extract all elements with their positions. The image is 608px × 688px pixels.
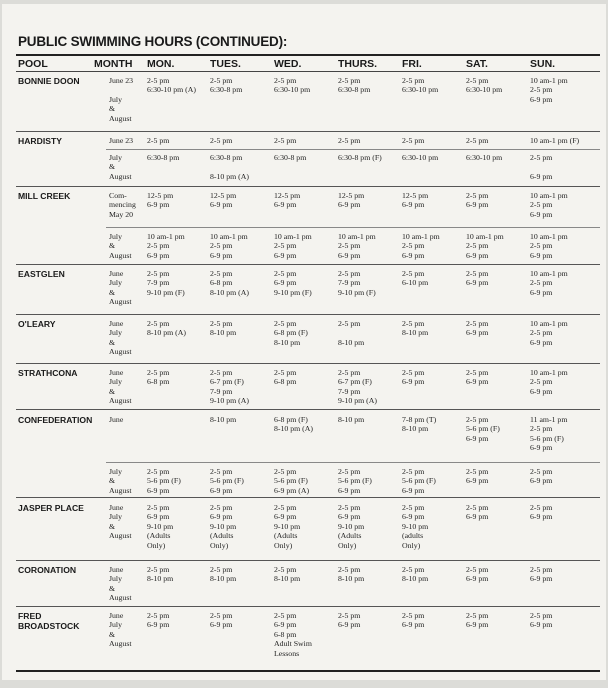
header-rule: [16, 71, 600, 72]
pool-name-hardisty: HARDISTY: [18, 136, 62, 146]
hours-cell-sun: 10 am-1 pm 2-5 pm 6-9 pm: [530, 232, 568, 260]
hours-cell-fri: 12-5 pm 6-9 pm: [402, 191, 429, 210]
hours-cell-sat: 2-5 pm 6-9 pm: [466, 503, 489, 522]
hours-cell-tues: 2-5 pm 6-9 pm 9-10 pm (Adults Only): [210, 503, 237, 550]
pool-name-mill-creek: MILL CREEK: [18, 191, 71, 201]
month-cell: July & August: [109, 232, 132, 260]
hours-cell-sun: 10 am-1 pm 2-5 pm 6-9 pm: [530, 319, 568, 347]
hours-cell-tues: 2-5 pm 5-6 pm (F) 6-9 pm: [210, 467, 244, 495]
hours-cell-mon: 2-5 pm 8-10 pm: [147, 565, 174, 584]
header-sat: SAT.: [466, 58, 488, 70]
section-rule: [16, 363, 600, 364]
header-fri: FRI.: [402, 58, 422, 70]
header-thurs: THURS.: [338, 58, 378, 70]
month-cell: June July & August: [109, 319, 132, 357]
hours-cell-sat: 2-5 pm 6-9 pm: [466, 319, 489, 338]
hours-cell-thurs: 2-5 pm 7-9 pm 9-10 pm (F): [338, 269, 376, 297]
hours-cell-sat: 10 am-1 pm 2-5 pm 6-9 pm: [466, 232, 504, 260]
hours-cell-sat: 2-5 pm 6-9 pm: [466, 611, 489, 630]
month-cell: June 23: [109, 136, 134, 145]
header-sun: SUN.: [530, 58, 556, 70]
header-wed: WED.: [274, 58, 302, 70]
hours-cell-mon: 10 am-1 pm 2-5 pm 6-9 pm: [147, 232, 185, 260]
month-cell: June July & August: [109, 503, 132, 541]
hours-cell-thurs: 2-5 pm 6-7 pm (F) 7-9 pm 9-10 pm (A): [338, 368, 377, 406]
hours-cell-fri: 6:30-10 pm: [402, 153, 439, 162]
hours-cell-fri: 2-5 pm 6-10 pm: [402, 269, 429, 288]
hours-cell-sat: 2-5 pm 6-9 pm: [466, 467, 489, 486]
hours-cell-sat: 2-5 pm 6-9 pm: [466, 269, 489, 288]
hours-cell-sat: 2-5 pm: [466, 136, 489, 145]
hours-cell-mon: 12-5 pm 6-9 pm: [147, 191, 174, 210]
pool-name-o-leary: O'LEARY: [18, 319, 56, 329]
month-cell: July & August: [109, 467, 132, 495]
hours-cell-fri: 2-5 pm 8-10 pm: [402, 565, 429, 584]
month-cell: June July & August: [109, 565, 132, 603]
pool-name-strathcona: STRATHCONA: [18, 368, 78, 378]
hours-cell-fri: 2-5 pm 5-6 pm (F) 6-9 pm: [402, 467, 436, 495]
hours-cell-sun: 2-5 pm 6-9 pm: [530, 611, 553, 630]
hours-cell-thurs: 12-5 pm 6-9 pm: [338, 191, 365, 210]
hours-cell-wed: 2-5 pm 6-9 pm 9-10 pm (F): [274, 269, 312, 297]
hours-cell-tues: 2-5 pm 6-9 pm: [210, 611, 233, 630]
hours-cell-mon: 2-5 pm 6-9 pm 9-10 pm (Adults Only): [147, 503, 174, 550]
hours-cell-sun: 10 am-1 pm (F): [530, 136, 580, 145]
hours-cell-tues: 2-5 pm: [210, 136, 233, 145]
hours-cell-sat: 6:30-10 pm: [466, 153, 503, 162]
month-cell: July & August: [109, 153, 132, 181]
header-pool: POOL: [18, 58, 48, 70]
header-mon: MON.: [147, 58, 175, 70]
hours-cell-tues: 2-5 pm 8-10 pm: [210, 319, 237, 338]
hours-cell-sun: 10 am-1 pm 2-5 pm 6-9 pm: [530, 269, 568, 297]
hours-cell-thurs: 2-5 pm 5-6 pm (F) 6-9 pm: [338, 467, 372, 495]
schedule-page: [2, 4, 606, 680]
hours-cell-wed: 2-5 pm: [274, 136, 297, 145]
header-tues: TUES.: [210, 58, 241, 70]
hours-cell-thurs: 2-5 pm 6-9 pm 9-10 pm (Adults Only): [338, 503, 365, 550]
month-cell: June 23 July & August: [109, 76, 134, 123]
hours-cell-mon: 2-5 pm 6-8 pm: [147, 368, 170, 387]
bottom-rule: [16, 670, 600, 672]
hours-cell-sat: 2-5 pm 6-9 pm: [466, 191, 489, 210]
hours-cell-sat: 2-5 pm 6:30-10 pm: [466, 76, 503, 95]
hours-cell-wed: 6-8 pm (F) 8-10 pm (A): [274, 415, 313, 434]
hours-cell-sun: 2-5 pm 6-9 pm: [530, 153, 553, 181]
hours-cell-wed: 2-5 pm 6-9 pm 6-8 pm Adult Swim Lessons: [274, 611, 312, 658]
hours-cell-wed: 12-5 pm 6-9 pm: [274, 191, 301, 210]
hours-cell-tues: 8-10 pm: [210, 415, 237, 424]
hours-cell-tues: 2-5 pm 8-10 pm: [210, 565, 237, 584]
section-rule: [16, 186, 600, 187]
hours-cell-tues: 2-5 pm 6-8 pm 8-10 pm (A): [210, 269, 249, 297]
hours-cell-sat: 2-5 pm 6-9 pm: [466, 565, 489, 584]
hours-cell-thurs: 2-5 pm 6-9 pm: [338, 611, 361, 630]
hours-cell-tues: 2-5 pm 6:30-8 pm: [210, 76, 243, 95]
hours-cell-sun: 10 am-1 pm 2-5 pm 6-9 pm: [530, 76, 568, 104]
month-cell: June July & August: [109, 269, 132, 307]
hours-cell-tues: 10 am-1 pm 2-5 pm 6-9 pm: [210, 232, 248, 260]
section-rule: [16, 131, 600, 132]
hours-cell-tues: 6:30-8 pm 8-10 pm (A): [210, 153, 249, 181]
pool-name-eastglen: EASTGLEN: [18, 269, 65, 279]
month-cell: Com- mencing May 20: [109, 191, 136, 219]
hours-cell-sun: 2-5 pm 6-9 pm: [530, 503, 553, 522]
hours-cell-thurs: 2-5 pm 6:30-8 pm: [338, 76, 371, 95]
hours-cell-sat: 2-5 pm 5-6 pm (F) 6-9 pm: [466, 415, 500, 443]
hours-cell-thurs: 2-5 pm 8-10 pm: [338, 565, 365, 584]
pool-name-fred-broadstock: FRED BROADSTOCK: [18, 611, 80, 631]
hours-cell-mon: 2-5 pm: [147, 136, 170, 145]
hours-cell-wed: 10 am-1 pm 2-5 pm 6-9 pm: [274, 232, 312, 260]
hours-cell-sun: 10 am-1 pm 2-5 pm 6-9 pm: [530, 368, 568, 396]
hours-cell-thurs: 2-5 pm 8-10 pm: [338, 319, 365, 347]
hours-cell-thurs: 10 am-1 pm 2-5 pm 6-9 pm: [338, 232, 376, 260]
hours-cell-wed: 2-5 pm 8-10 pm: [274, 565, 301, 584]
hours-cell-sun: 2-5 pm 6-9 pm: [530, 467, 553, 486]
hours-cell-wed: 2-5 pm 6:30-10 pm: [274, 76, 311, 95]
hours-cell-sun: 11 am-1 pm 2-5 pm 5-6 pm (F) 6-9 pm: [530, 415, 568, 453]
hours-cell-fri: 7-8 pm (T) 8-10 pm: [402, 415, 437, 434]
hours-cell-thurs: 6:30-8 pm (F): [338, 153, 382, 162]
section-rule: [16, 497, 600, 498]
section-rule: [16, 606, 600, 607]
hours-cell-fri: 2-5 pm 6-9 pm: [402, 368, 425, 387]
block-rule: [106, 227, 600, 228]
section-rule: [16, 314, 600, 315]
hours-cell-thurs: 2-5 pm: [338, 136, 361, 145]
month-cell: June July & August: [109, 611, 132, 649]
section-rule: [16, 264, 600, 265]
block-rule: [106, 149, 600, 150]
hours-cell-sun: 10 am-1 pm 2-5 pm 6-9 pm: [530, 191, 568, 219]
hours-cell-mon: 6:30-8 pm: [147, 153, 180, 162]
hours-cell-fri: 2-5 pm 6:30-10 pm: [402, 76, 439, 95]
hours-cell-mon: 2-5 pm 5-6 pm (F) 6-9 pm: [147, 467, 181, 495]
hours-cell-mon: 2-5 pm 6:30-10 pm (A): [147, 76, 196, 95]
pool-name-jasper-place: JASPER PLACE: [18, 503, 84, 513]
hours-cell-mon: 2-5 pm 6-9 pm: [147, 611, 170, 630]
hours-cell-wed: 2-5 pm 6-9 pm 9-10 pm (Adults Only): [274, 503, 301, 550]
hours-cell-mon: 2-5 pm 7-9 pm 9-10 pm (F): [147, 269, 185, 297]
hours-cell-fri: 2-5 pm 8-10 pm: [402, 319, 429, 338]
hours-cell-tues: 12-5 pm 6-9 pm: [210, 191, 237, 210]
hours-cell-fri: 2-5 pm 6-9 pm 9-10 pm (adults Only): [402, 503, 429, 550]
section-rule: [16, 409, 600, 410]
hours-cell-sat: 2-5 pm 6-9 pm: [466, 368, 489, 387]
month-cell: June: [109, 415, 124, 424]
pool-name-confederation: CONFEDERATION: [18, 415, 93, 425]
section-rule: [16, 560, 600, 561]
hours-cell-wed: 6:30-8 pm: [274, 153, 307, 162]
block-rule: [106, 462, 600, 463]
pool-name-coronation: CORONATION: [18, 565, 77, 575]
hours-cell-wed: 2-5 pm 6-8 pm (F) 8-10 pm: [274, 319, 308, 347]
hours-cell-wed: 2-5 pm 6-8 pm: [274, 368, 297, 387]
hours-cell-fri: 2-5 pm: [402, 136, 425, 145]
month-cell: June July & August: [109, 368, 132, 406]
pool-name-bonnie-doon: BONNIE DOON: [18, 76, 80, 86]
hours-cell-thurs: 8-10 pm: [338, 415, 365, 424]
page-title: PUBLIC SWIMMING HOURS (CONTINUED):: [18, 34, 288, 49]
top-rule: [16, 54, 600, 56]
hours-cell-tues: 2-5 pm 6-7 pm (F) 7-9 pm 9-10 pm (A): [210, 368, 249, 406]
header-month: MONTH: [94, 58, 133, 70]
hours-cell-sun: 2-5 pm 6-9 pm: [530, 565, 553, 584]
hours-cell-fri: 2-5 pm 6-9 pm: [402, 611, 425, 630]
hours-cell-mon: 2-5 pm 8-10 pm (A): [147, 319, 186, 338]
hours-cell-fri: 10 am-1 pm 2-5 pm 6-9 pm: [402, 232, 440, 260]
hours-cell-wed: 2-5 pm 5-6 pm (F) 6-9 pm (A): [274, 467, 310, 495]
